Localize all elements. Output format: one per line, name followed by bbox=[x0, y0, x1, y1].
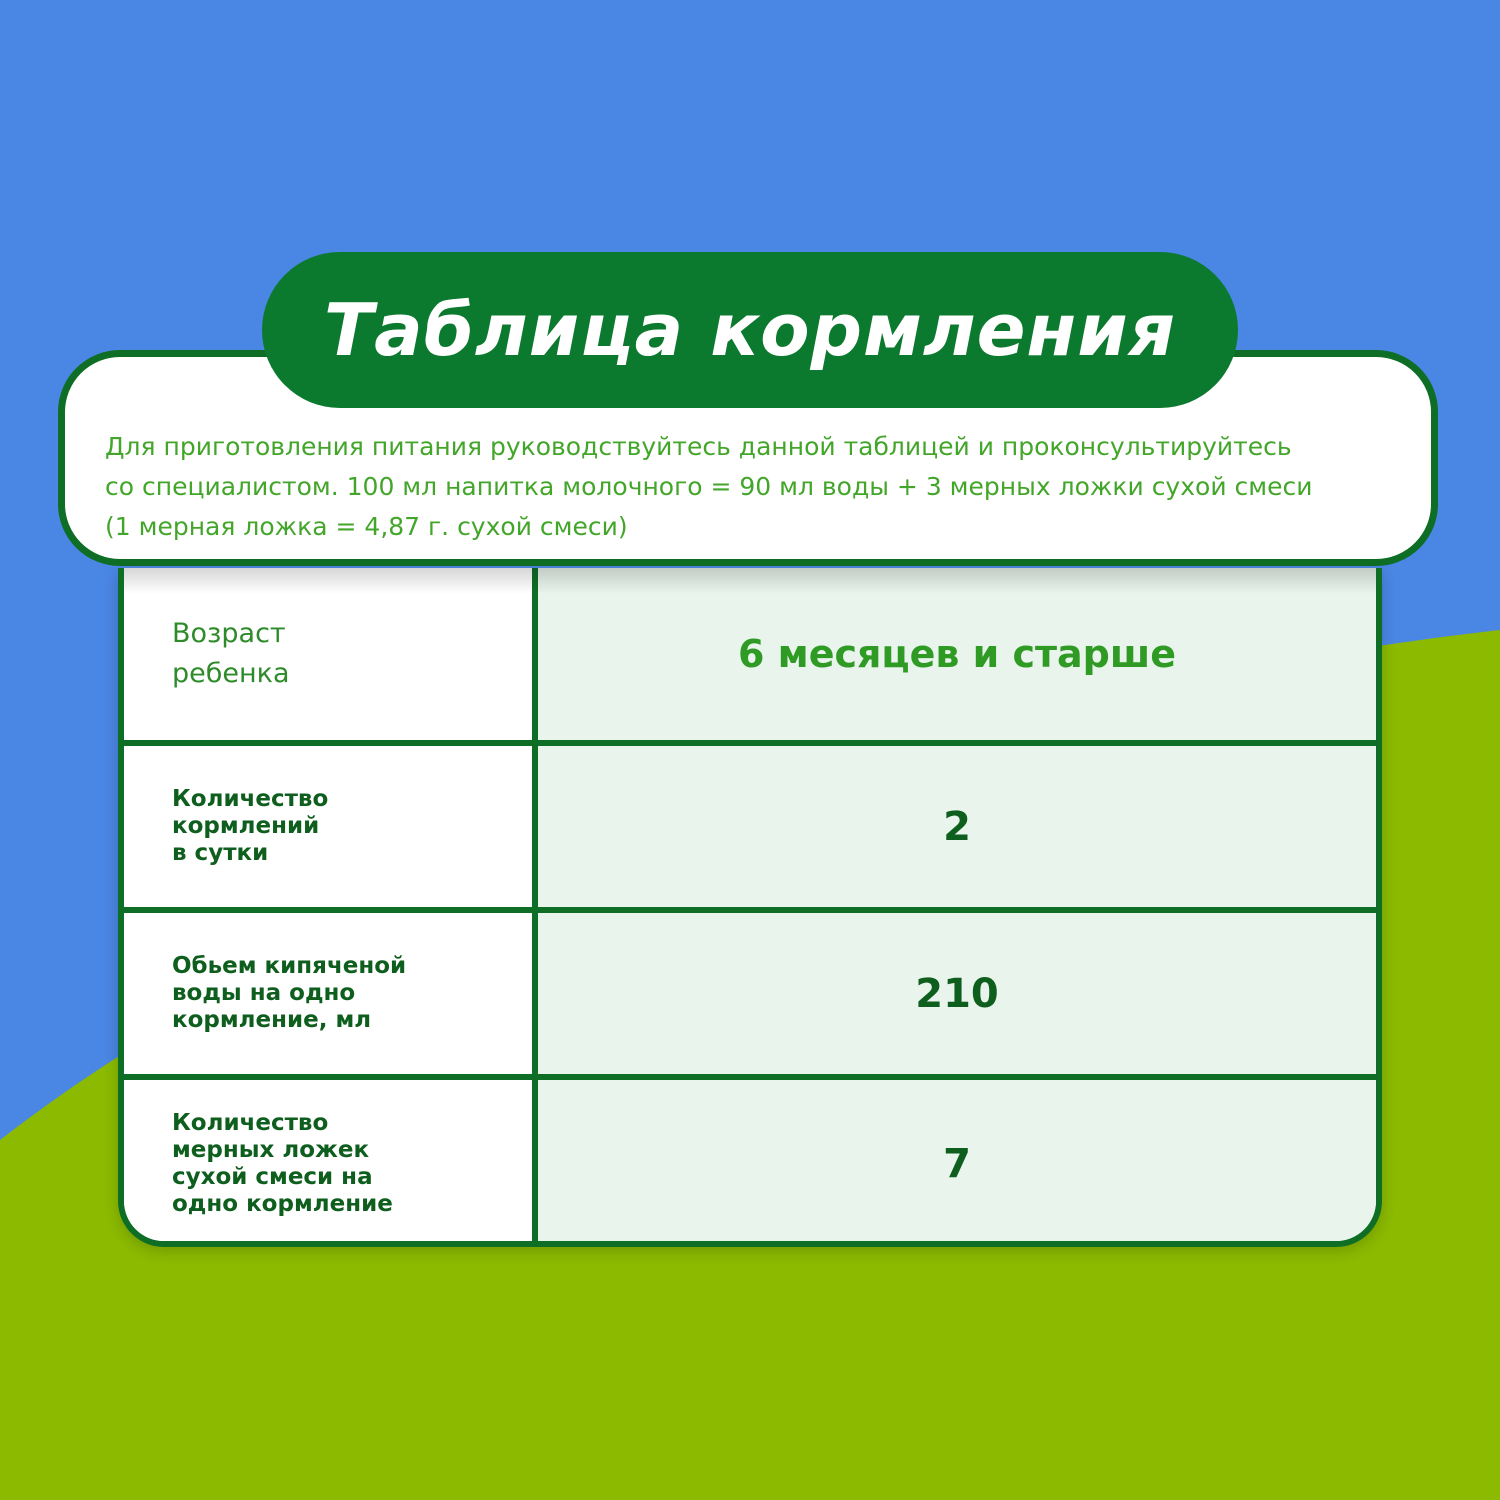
feedings-label: Количество кормлений в сутки bbox=[172, 786, 329, 866]
table-row-value bbox=[538, 746, 1376, 907]
table-row-value bbox=[538, 913, 1376, 1074]
feeding-table bbox=[118, 568, 1382, 1247]
table-row-label bbox=[124, 913, 538, 1074]
table-row-value bbox=[538, 568, 1376, 740]
table-row-value bbox=[538, 1080, 1376, 1247]
table-row-label bbox=[124, 746, 538, 907]
table-row-spoons bbox=[124, 1080, 1376, 1247]
age-value: 6 месяцев и старше bbox=[737, 632, 1177, 676]
table-row-feedings bbox=[124, 746, 1376, 913]
age-label: Возраст ребенка bbox=[172, 618, 290, 689]
table-row-label bbox=[124, 568, 538, 740]
feedings-value: 2 bbox=[943, 803, 971, 850]
page-title: Таблица кормления bbox=[324, 288, 1176, 372]
water-value: 210 bbox=[915, 970, 999, 1017]
notice-text: Для приготовления питания руководствуйтесь данной таблицей и проконсультируйтесь со специалистом. 100 мл напитка молочного = 90 мл воды + 3 мерных ложки сухой смеси (1 мерная ложка = 4,87 г. сухой смеси) bbox=[105, 432, 1313, 541]
spoons-value: 7 bbox=[943, 1140, 971, 1187]
title-banner bbox=[262, 252, 1238, 408]
table-row-water bbox=[124, 913, 1376, 1080]
spoons-label: Количество мерных ложек сухой смеси на одно кормление bbox=[172, 1109, 393, 1217]
water-label: Обьем кипяченой воды на одно кормление, мл bbox=[172, 953, 407, 1033]
table-row-label bbox=[124, 1080, 538, 1247]
table-row-age bbox=[124, 568, 1376, 746]
